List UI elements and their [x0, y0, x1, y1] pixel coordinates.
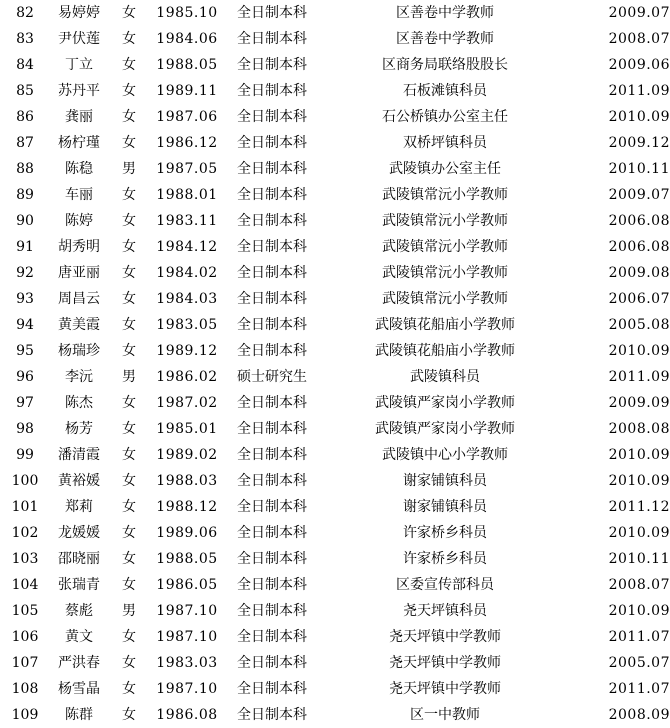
birth-date-cell: 1989.12	[156, 343, 218, 359]
gender-cell: 女	[122, 265, 136, 281]
education-cell: 全日制本科	[237, 447, 307, 463]
serial-number-cell: 83	[16, 31, 34, 47]
education-cell: 全日制本科	[237, 213, 307, 229]
gender-cell: 女	[122, 499, 136, 515]
work-start-date-cell: 2010.09	[608, 473, 670, 489]
table-row	[0, 26, 670, 52]
position-cell: 武陵镇常沅小学教师	[382, 213, 508, 229]
serial-number-cell: 108	[11, 681, 39, 697]
gender-cell: 女	[122, 187, 136, 203]
name-cell: 杨雪晶	[58, 681, 100, 697]
name-cell: 易婷婷	[58, 5, 100, 21]
table-row	[0, 702, 670, 728]
gender-cell: 女	[122, 317, 136, 333]
position-cell: 武陵镇常沅小学教师	[382, 239, 508, 255]
education-cell: 全日制本科	[237, 109, 307, 125]
birth-date-cell: 1987.05	[156, 161, 218, 177]
table-row	[0, 416, 670, 442]
work-start-date-cell: 2010.11	[608, 161, 670, 177]
education-cell: 全日制本科	[237, 551, 307, 567]
education-cell: 全日制本科	[237, 291, 307, 307]
education-cell: 全日制本科	[237, 395, 307, 411]
work-start-date-cell: 2010.09	[608, 525, 670, 541]
serial-number-cell: 95	[16, 343, 34, 359]
birth-date-cell: 1989.02	[156, 447, 218, 463]
birth-date-cell: 1984.06	[156, 31, 218, 47]
birth-date-cell: 1988.03	[156, 473, 218, 489]
table-row	[0, 286, 670, 312]
birth-date-cell: 1987.10	[156, 603, 218, 619]
gender-cell: 女	[122, 83, 136, 99]
name-cell: 杨柠瑾	[58, 135, 100, 151]
name-cell: 邵晓丽	[58, 551, 100, 567]
gender-cell: 女	[122, 707, 136, 723]
gender-cell: 男	[122, 369, 136, 385]
birth-date-cell: 1983.11	[156, 213, 218, 229]
gender-cell: 女	[122, 655, 136, 671]
education-cell: 全日制本科	[237, 161, 307, 177]
serial-number-cell: 102	[11, 525, 39, 541]
name-cell: 陈杰	[65, 395, 93, 411]
gender-cell: 女	[122, 239, 136, 255]
education-cell: 全日制本科	[237, 681, 307, 697]
position-cell: 区善卷中学教师	[396, 31, 494, 47]
gender-cell: 女	[122, 343, 136, 359]
table-row	[0, 390, 670, 416]
position-cell: 武陵镇严家岗小学教师	[375, 421, 515, 437]
position-cell: 武陵镇花船庙小学教师	[375, 317, 515, 333]
education-cell: 全日制本科	[237, 473, 307, 489]
serial-number-cell: 103	[11, 551, 39, 567]
birth-date-cell: 1986.12	[156, 135, 218, 151]
serial-number-cell: 104	[11, 577, 39, 593]
work-start-date-cell: 2009.09	[608, 395, 670, 411]
position-cell: 武陵镇花船庙小学教师	[375, 343, 515, 359]
table-row	[0, 442, 670, 468]
table-row	[0, 650, 670, 676]
name-cell: 龚丽	[65, 109, 93, 125]
education-cell: 全日制本科	[237, 421, 307, 437]
gender-cell: 女	[122, 5, 136, 21]
table-row	[0, 104, 670, 130]
position-cell: 武陵镇科员	[410, 369, 480, 385]
birth-date-cell: 1987.10	[156, 629, 218, 645]
work-start-date-cell: 2008.07	[608, 31, 670, 47]
serial-number-cell: 100	[11, 473, 39, 489]
table-row	[0, 234, 670, 260]
table-row	[0, 208, 670, 234]
work-start-date-cell: 2010.09	[608, 603, 670, 619]
gender-cell: 女	[122, 421, 136, 437]
education-cell: 全日制本科	[237, 187, 307, 203]
education-cell: 全日制本科	[237, 239, 307, 255]
table-row	[0, 520, 670, 546]
birth-date-cell: 1984.03	[156, 291, 218, 307]
name-cell: 周昌云	[58, 291, 100, 307]
education-cell: 全日制本科	[237, 31, 307, 47]
table-row	[0, 312, 670, 338]
work-start-date-cell: 2009.08	[608, 265, 670, 281]
position-cell: 石公桥镇办公室主任	[382, 109, 508, 125]
serial-number-cell: 97	[16, 395, 34, 411]
table-row	[0, 338, 670, 364]
name-cell: 黄美霞	[58, 317, 100, 333]
work-start-date-cell: 2005.08	[608, 317, 670, 333]
education-cell: 硕士研究生	[237, 369, 307, 385]
birth-date-cell: 1987.06	[156, 109, 218, 125]
serial-number-cell: 85	[16, 83, 34, 99]
education-cell: 全日制本科	[237, 707, 307, 723]
name-cell: 杨芳	[65, 421, 93, 437]
position-cell: 武陵镇严家岗小学教师	[375, 395, 515, 411]
name-cell: 黄裕媛	[58, 473, 100, 489]
gender-cell: 女	[122, 447, 136, 463]
name-cell: 苏丹平	[58, 83, 100, 99]
education-cell: 全日制本科	[237, 603, 307, 619]
position-cell: 许家桥乡科员	[403, 525, 487, 541]
serial-number-cell: 96	[16, 369, 34, 385]
table-row	[0, 546, 670, 572]
birth-date-cell: 1988.05	[156, 57, 218, 73]
position-cell: 尧天坪镇中学教师	[389, 655, 501, 671]
education-cell: 全日制本科	[237, 655, 307, 671]
work-start-date-cell: 2010.09	[608, 447, 670, 463]
gender-cell: 女	[122, 135, 136, 151]
education-cell: 全日制本科	[237, 265, 307, 281]
position-cell: 尧天坪镇科员	[403, 603, 487, 619]
education-cell: 全日制本科	[237, 5, 307, 21]
work-start-date-cell: 2009.06	[608, 57, 670, 73]
gender-cell: 女	[122, 681, 136, 697]
table-row	[0, 468, 670, 494]
serial-number-cell: 88	[16, 161, 34, 177]
position-cell: 许家桥乡科员	[403, 551, 487, 567]
serial-number-cell: 94	[16, 317, 34, 333]
birth-date-cell: 1983.03	[156, 655, 218, 671]
education-cell: 全日制本科	[237, 135, 307, 151]
gender-cell: 女	[122, 577, 136, 593]
gender-cell: 女	[122, 525, 136, 541]
position-cell: 武陵镇中心小学教师	[382, 447, 508, 463]
serial-number-cell: 99	[16, 447, 34, 463]
gender-cell: 女	[122, 213, 136, 229]
birth-date-cell: 1983.05	[156, 317, 218, 333]
table-row	[0, 130, 670, 156]
work-start-date-cell: 2009.12	[608, 135, 670, 151]
birth-date-cell: 1984.02	[156, 265, 218, 281]
work-start-date-cell: 2008.09	[608, 707, 670, 723]
position-cell: 武陵镇常沅小学教师	[382, 291, 508, 307]
education-cell: 全日制本科	[237, 317, 307, 333]
name-cell: 蔡彪	[65, 603, 93, 619]
table-row	[0, 572, 670, 598]
work-start-date-cell: 2010.11	[608, 551, 670, 567]
table-row	[0, 78, 670, 104]
birth-date-cell: 1984.12	[156, 239, 218, 255]
serial-number-cell: 87	[16, 135, 34, 151]
birth-date-cell: 1989.06	[156, 525, 218, 541]
birth-date-cell: 1988.05	[156, 551, 218, 567]
name-cell: 陈婷	[65, 213, 93, 229]
name-cell: 杨瑞珍	[58, 343, 100, 359]
name-cell: 黄文	[65, 629, 93, 645]
education-cell: 全日制本科	[237, 57, 307, 73]
table-row	[0, 260, 670, 286]
table-row	[0, 624, 670, 650]
name-cell: 尹伏莲	[58, 31, 100, 47]
education-cell: 全日制本科	[237, 499, 307, 515]
position-cell: 尧天坪镇中学教师	[389, 681, 501, 697]
gender-cell: 女	[122, 473, 136, 489]
serial-number-cell: 107	[11, 655, 39, 671]
education-cell: 全日制本科	[237, 525, 307, 541]
table-row	[0, 598, 670, 624]
position-cell: 谢家铺镇科员	[403, 499, 487, 515]
birth-date-cell: 1987.02	[156, 395, 218, 411]
name-cell: 潘清霞	[58, 447, 100, 463]
name-cell: 张瑞青	[58, 577, 100, 593]
name-cell: 唐亚丽	[58, 265, 100, 281]
table-row	[0, 0, 670, 26]
table-row	[0, 494, 670, 520]
table-row	[0, 156, 670, 182]
name-cell: 严洪春	[58, 655, 100, 671]
position-cell: 武陵镇办公室主任	[389, 161, 501, 177]
position-cell: 区商务局联络股股长	[382, 57, 508, 73]
position-cell: 武陵镇常沅小学教师	[382, 265, 508, 281]
gender-cell: 男	[122, 161, 136, 177]
position-cell: 石板滩镇科员	[403, 83, 487, 99]
birth-date-cell: 1988.01	[156, 187, 218, 203]
birth-date-cell: 1986.05	[156, 577, 218, 593]
serial-number-cell: 106	[11, 629, 39, 645]
name-cell: 胡秀明	[58, 239, 100, 255]
name-cell: 郑莉	[65, 499, 93, 515]
work-start-date-cell: 2010.09	[608, 109, 670, 125]
work-start-date-cell: 2006.07	[608, 291, 670, 307]
birth-date-cell: 1986.02	[156, 369, 218, 385]
work-start-date-cell: 2005.07	[608, 655, 670, 671]
gender-cell: 女	[122, 291, 136, 307]
name-cell: 李沅	[65, 369, 93, 385]
work-start-date-cell: 2011.07	[608, 681, 670, 697]
gender-cell: 女	[122, 395, 136, 411]
education-cell: 全日制本科	[237, 577, 307, 593]
position-cell: 区善卷中学教师	[396, 5, 494, 21]
serial-number-cell: 91	[16, 239, 34, 255]
name-cell: 陈群	[65, 707, 93, 723]
work-start-date-cell: 2011.12	[608, 499, 670, 515]
birth-date-cell: 1986.08	[156, 707, 218, 723]
name-cell: 车丽	[65, 187, 93, 203]
education-cell: 全日制本科	[237, 629, 307, 645]
position-cell: 尧天坪镇中学教师	[389, 629, 501, 645]
gender-cell: 女	[122, 57, 136, 73]
birth-date-cell: 1987.10	[156, 681, 218, 697]
position-cell: 区一中教师	[410, 707, 480, 723]
name-cell: 龙媛媛	[58, 525, 100, 541]
name-cell: 丁立	[65, 57, 93, 73]
work-start-date-cell: 2006.08	[608, 239, 670, 255]
position-cell: 谢家铺镇科员	[403, 473, 487, 489]
education-cell: 全日制本科	[237, 343, 307, 359]
position-cell: 区委宣传部科员	[396, 577, 494, 593]
birth-date-cell: 1985.10	[156, 5, 218, 21]
gender-cell: 女	[122, 31, 136, 47]
serial-number-cell: 109	[11, 707, 39, 723]
serial-number-cell: 82	[16, 5, 34, 21]
work-start-date-cell: 2009.07	[608, 5, 670, 21]
work-start-date-cell: 2008.07	[608, 577, 670, 593]
work-start-date-cell: 2011.09	[608, 83, 670, 99]
serial-number-cell: 92	[16, 265, 34, 281]
work-start-date-cell: 2011.09	[608, 369, 670, 385]
serial-number-cell: 84	[16, 57, 34, 73]
name-cell: 陈稳	[65, 161, 93, 177]
serial-number-cell: 101	[11, 499, 39, 515]
work-start-date-cell: 2008.08	[608, 421, 670, 437]
gender-cell: 男	[122, 603, 136, 619]
work-start-date-cell: 2010.09	[608, 343, 670, 359]
work-start-date-cell: 2006.08	[608, 213, 670, 229]
serial-number-cell: 90	[16, 213, 34, 229]
table-row	[0, 364, 670, 390]
table-row	[0, 182, 670, 208]
work-start-date-cell: 2009.07	[608, 187, 670, 203]
serial-number-cell: 105	[11, 603, 39, 619]
gender-cell: 女	[122, 109, 136, 125]
birth-date-cell: 1989.11	[156, 83, 218, 99]
serial-number-cell: 86	[16, 109, 34, 125]
birth-date-cell: 1988.12	[156, 499, 218, 515]
work-start-date-cell: 2011.07	[608, 629, 670, 645]
gender-cell: 女	[122, 551, 136, 567]
table-row	[0, 676, 670, 702]
table-row	[0, 52, 670, 78]
position-cell: 双桥坪镇科员	[403, 135, 487, 151]
gender-cell: 女	[122, 629, 136, 645]
education-cell: 全日制本科	[237, 83, 307, 99]
birth-date-cell: 1985.01	[156, 421, 218, 437]
serial-number-cell: 89	[16, 187, 34, 203]
serial-number-cell: 98	[16, 421, 34, 437]
serial-number-cell: 93	[16, 291, 34, 307]
position-cell: 武陵镇常沅小学教师	[382, 187, 508, 203]
